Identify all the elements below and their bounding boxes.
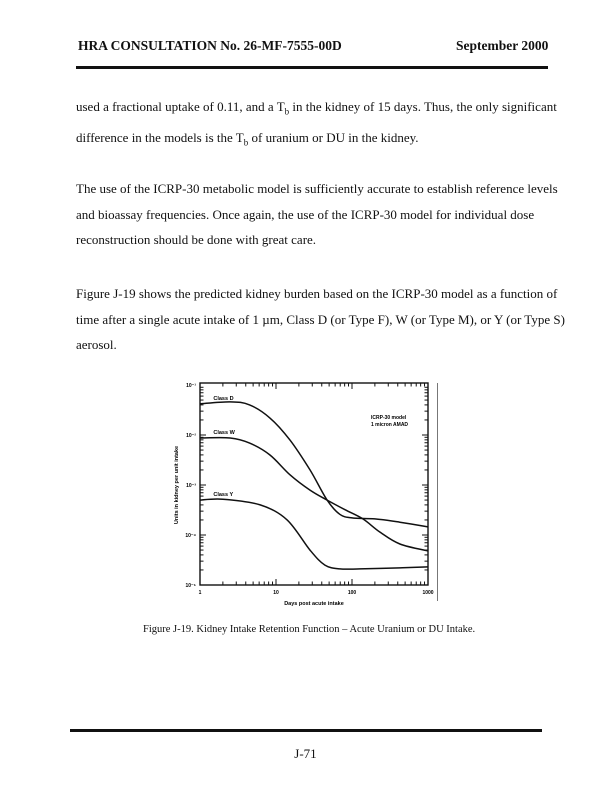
series-label-class-d: Class D [213, 395, 234, 402]
figure-caption: Figure J-19. Kidney Intake Retention Function – Acute Uranium or DU Intake. [143, 624, 476, 635]
series-label-class-y: Class Y [213, 492, 234, 499]
paragraph-3: Figure J-19 shows the predicted kidney burden based on the ICRP-30 model as a function of time after a single acute intake of 1 µm, Class D (or Type F), W (or Type M), or Y (or Type S) aerosol. [76, 286, 565, 352]
paragraph-2: The use of the ICRP-30 metabolic model is sufficiently accurate to establish reference levels and bioassay frequencies. Once again, the use of the ICRP-30 model for individual dose reconstruction should be done with great care. [76, 181, 558, 247]
header-date: September 2000 [456, 38, 549, 53]
series-label-class-w: Class W [213, 430, 235, 437]
x-tick-label: 1000 [422, 590, 434, 596]
y-tick-label: 10⁻⁵ [185, 583, 196, 589]
scan-artifact-line [437, 383, 438, 601]
y-tick-label: 10⁻¹ [186, 383, 196, 389]
y-tick-label: 10⁻² [186, 433, 196, 439]
footer-rule [70, 729, 542, 732]
x-tick-label: 10 [273, 590, 279, 596]
legend-line: ICRP-30 model [371, 415, 407, 421]
x-tick-label: 1 [198, 590, 202, 596]
legend-line: 1 micron AMAD [371, 422, 409, 428]
y-tick-label: 10⁻⁴ [185, 533, 196, 539]
p1-text-c: of uranium or DU in the kidney. [248, 130, 419, 146]
y-axis-title: Units in kidney per unit intake [174, 445, 180, 525]
chart-labels [174, 396, 408, 607]
p1-subscript-1: b [284, 106, 290, 117]
x-tick-label: 100 [347, 590, 357, 596]
header-title: HRA CONSULTATION No. 26-MF-7555-00D [78, 38, 342, 53]
curve-class-w [200, 438, 428, 551]
p1-subscript-2: b [243, 137, 249, 148]
x-axis-title: Days post acute intake [284, 601, 344, 607]
y-ticks [185, 383, 428, 589]
p1-text-a: used a fractional uptake of 0.11, and a T [76, 99, 285, 114]
page-number: J-71 [294, 746, 317, 761]
p1-text-b: in the kidney of 15 days. Thus, the only significant difference in the models is the T [76, 99, 557, 146]
y-tick-label: 10⁻³ [186, 483, 196, 489]
curve-class-y [200, 499, 428, 569]
